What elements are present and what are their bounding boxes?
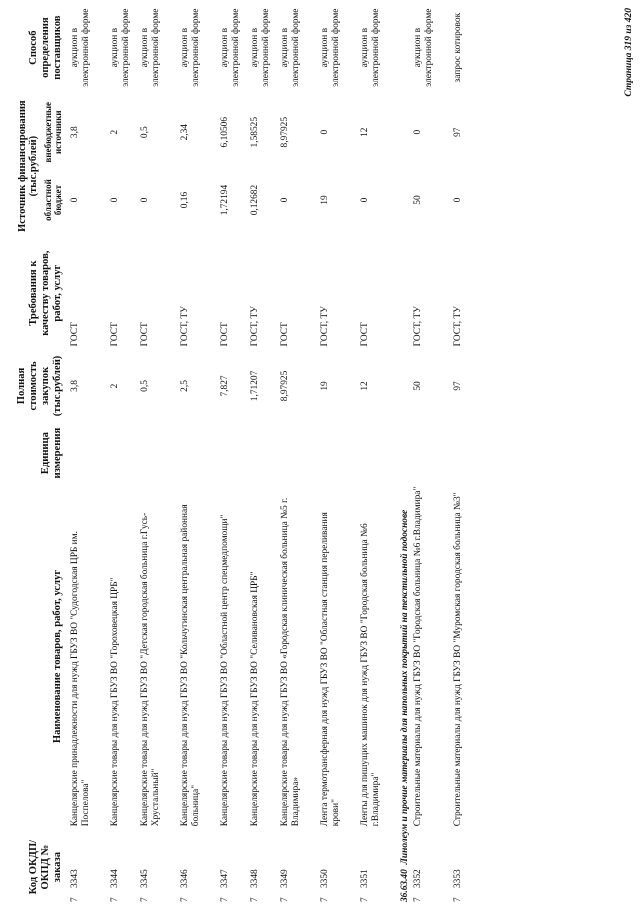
unit-cell xyxy=(69,423,109,484)
method-cell: аукцион в электронной форме xyxy=(413,8,434,87)
source-regional-value: 0 xyxy=(453,197,464,203)
source-regional-value: 0,16 xyxy=(180,191,191,209)
table-row xyxy=(452,0,492,905)
method-cell: аукцион в электронной форме xyxy=(110,8,131,87)
unit-cell xyxy=(319,423,359,484)
source-extra-value: 6,10506 xyxy=(220,116,231,148)
source-extra-value: 0,5 xyxy=(140,126,151,139)
unit-cell xyxy=(452,423,492,484)
group-code: 36.63.40 xyxy=(400,869,411,902)
okdp-code: 7 xyxy=(250,897,261,902)
item-name: Канцелярские товары для нужд ГБУЗ ВО "Детская городская больница г.Гусь-Хрустальный" xyxy=(140,512,161,827)
okdp-code: 7 xyxy=(180,897,191,902)
requirements-cell: ГОСТ, ТУ xyxy=(250,306,261,347)
table-row xyxy=(279,0,319,905)
requirements-cell: ГОСТ xyxy=(280,322,291,347)
order-code-cell xyxy=(219,829,249,905)
source-extra-value: 12 xyxy=(360,127,371,137)
table-row xyxy=(249,0,279,905)
order-code-cell xyxy=(109,829,139,905)
order-number: 3351 xyxy=(360,869,371,888)
item-name: Строительные материалы для нужд ГБУЗ ВО "Городская больница №6 г.Владимира" xyxy=(413,486,424,827)
header-name: Наименование товаров, работ, услуг xyxy=(51,569,63,744)
group-body xyxy=(399,0,412,905)
source-cell xyxy=(359,95,399,237)
okdp-code: 7 xyxy=(320,897,331,902)
requirements-cell: ГОСТ xyxy=(140,322,151,347)
cost-cell: 97 xyxy=(453,381,464,391)
order-code-cell xyxy=(249,829,279,905)
table-row xyxy=(69,0,109,905)
item-name: Канцелярские товары для нужд ГБУЗ ВО "Селивановская ЦРБ" xyxy=(250,571,261,827)
procurement-table xyxy=(15,0,492,905)
item-name: Лента термотрансферная для нужд ГБУЗ ВО "Областная станция переливания крови" xyxy=(320,512,341,827)
cost-cell: 12 xyxy=(360,381,371,391)
cost-cell: 2,5 xyxy=(180,380,191,392)
item-name: Строительные материалы для нужд ГБУЗ ВО "Муромская городская больница №3" xyxy=(453,492,464,827)
order-number: 3353 xyxy=(453,869,464,888)
okdp-code: 7 xyxy=(413,897,424,902)
table-row xyxy=(219,0,249,905)
source-regional-value: 0 xyxy=(110,197,121,203)
header-cost: Полная стоимость закупок (тыс.рублей) xyxy=(16,355,63,417)
order-code-cell xyxy=(319,829,359,905)
requirements-cell: ГОСТ, ТУ xyxy=(413,306,424,347)
source-regional-value: 50 xyxy=(413,195,424,205)
order-code-cell xyxy=(139,829,179,905)
order-number: 3352 xyxy=(413,869,424,888)
table-row xyxy=(179,0,219,905)
order-code-cell xyxy=(452,829,492,905)
header-source-title: Источник финансирования (тыс.рублей) xyxy=(16,100,40,232)
header-source xyxy=(15,95,69,237)
unit-cell xyxy=(412,423,452,484)
requirements-cell: ГОСТ, ТУ xyxy=(320,306,331,347)
method-cell: аукцион в электронной форме xyxy=(70,8,91,87)
source-extra-value: 1,58525 xyxy=(250,116,261,148)
header-requirements: Требования к качеству товаров, работ, услуг xyxy=(27,250,63,336)
item-name: Канцелярские товары для нужд ГБУЗ ВО "Гороховецкая ЦРБ" xyxy=(110,577,121,827)
order-number: 3345 xyxy=(140,869,151,888)
okdp-code: 7 xyxy=(360,897,371,902)
table-row xyxy=(319,0,359,905)
item-name: Ленты для пишущих машинок для нужд ГБУЗ ВО "Городская больница №6 г.Владимира" xyxy=(360,523,381,827)
source-cell xyxy=(109,95,139,237)
group-title: Линолеум и прочие материалы для напольных покрытий на текстильной подоснове xyxy=(400,509,411,865)
unit-cell xyxy=(109,423,139,484)
source-regional-value: 0 xyxy=(140,197,151,203)
order-code-cell xyxy=(179,829,219,905)
okdp-code: 7 xyxy=(140,897,151,902)
source-regional-value: 0,12682 xyxy=(250,184,261,216)
order-number: 3343 xyxy=(70,869,81,888)
header-code: Код ОКДП/ ОКПД № заказа xyxy=(27,839,63,895)
source-cell xyxy=(179,95,219,237)
cost-cell: 2 xyxy=(110,383,121,389)
unit-cell xyxy=(359,423,399,484)
header-method: Способ определения поставщиков xyxy=(27,15,63,80)
table-row xyxy=(412,0,452,905)
source-cell xyxy=(279,95,319,237)
order-code-cell xyxy=(69,829,109,905)
okdp-code: 7 xyxy=(220,897,231,902)
source-regional-value: 0 xyxy=(360,197,371,203)
cost-cell: 3,8 xyxy=(70,380,81,392)
order-code-cell xyxy=(359,829,399,905)
method-cell: аукцион в электронной форме xyxy=(360,8,381,87)
cost-cell: 7,827 xyxy=(220,375,231,397)
source-regional-value: 19 xyxy=(320,195,331,205)
header-source-extra: внебюджетные источники xyxy=(43,101,64,163)
header-source-regional: областной бюджет xyxy=(43,179,64,221)
header-row xyxy=(15,0,69,905)
okdp-code: 7 xyxy=(110,897,121,902)
table-row xyxy=(139,0,179,905)
unit-cell xyxy=(219,423,249,484)
method-cell: запрос котировок xyxy=(453,12,464,83)
order-code-cell xyxy=(279,829,319,905)
requirements-cell: ГОСТ, ТУ xyxy=(180,306,191,347)
order-number: 3348 xyxy=(250,869,261,888)
requirements-cell: ГОСТ xyxy=(360,322,371,347)
okdp-code: 7 xyxy=(280,897,291,902)
okdp-code: 7 xyxy=(70,897,81,902)
order-code-cell xyxy=(412,829,452,905)
method-cell: аукцион в электронной форме xyxy=(280,8,301,87)
requirements-cell: ГОСТ xyxy=(110,322,121,347)
cost-cell: 19 xyxy=(320,381,331,391)
source-extra-value: 0 xyxy=(413,129,424,135)
cost-cell: 8,97925 xyxy=(280,370,291,402)
source-extra-value: 8,97925 xyxy=(280,116,291,148)
source-extra-value: 2,34 xyxy=(180,124,191,141)
method-cell: аукцион в электронной форме xyxy=(140,8,161,87)
order-number: 3344 xyxy=(110,869,121,888)
source-regional-value: 1,72194 xyxy=(220,184,231,216)
unit-cell xyxy=(249,423,279,484)
cost-cell: 0,5 xyxy=(140,380,151,392)
okdp-code: 7 xyxy=(453,897,464,902)
source-extra-value: 97 xyxy=(453,127,464,137)
table-body-a xyxy=(69,0,399,905)
source-regional-value: 0 xyxy=(280,197,291,203)
source-cell xyxy=(69,95,109,237)
source-cell xyxy=(139,95,179,237)
unit-cell xyxy=(139,423,179,484)
method-cell: аукцион в электронной форме xyxy=(320,8,341,87)
item-name: Канцелярские товары для нужд ГБУЗ ВО "Областной центр спецмедпомощи" xyxy=(220,514,231,827)
page-counter: Страница 319 из 420 xyxy=(624,8,634,97)
source-extra-value: 0 xyxy=(320,129,331,135)
requirements-cell: ГОСТ, ТУ xyxy=(453,306,464,347)
source-extra-value: 2 xyxy=(110,129,121,135)
method-cell: аукцион в электронной форме xyxy=(250,8,271,87)
cost-cell: 1,71207 xyxy=(250,370,261,402)
table-row xyxy=(109,0,139,905)
header-unit: Единица измерения xyxy=(39,427,63,479)
table-row xyxy=(359,0,399,905)
order-number: 3347 xyxy=(220,869,231,888)
requirements-cell: ГОСТ xyxy=(70,322,81,347)
source-regional-value: 0 xyxy=(70,197,81,203)
order-number: 3350 xyxy=(320,869,331,888)
item-name: Канцелярские товары для нужд ГБУЗ ВО «Городская клиническая больница №5 г. Владимира» xyxy=(280,497,301,827)
source-cell xyxy=(319,95,359,237)
source-extra-value: 3,8 xyxy=(70,126,81,139)
group-heading xyxy=(399,0,412,905)
method-cell: аукцион в электронной форме xyxy=(180,8,201,87)
group-row xyxy=(399,0,412,905)
requirements-cell: ГОСТ xyxy=(220,322,231,347)
unit-cell xyxy=(179,423,219,484)
item-name: Канцелярские принадлежности для нужд ГБУЗ ВО "Судогодская ЦРБ им. Поспелова" xyxy=(70,531,91,827)
source-cell xyxy=(412,95,452,237)
table-body-b xyxy=(412,0,492,905)
source-cell xyxy=(219,95,249,237)
item-name: Канцелярские товары для нужд ГБУЗ ВО "Кольчугинская центральная районная больница" xyxy=(180,504,201,827)
source-cell xyxy=(452,95,492,237)
order-number: 3346 xyxy=(180,869,191,888)
method-cell: аукцион в электронной форме xyxy=(220,8,241,87)
order-number: 3349 xyxy=(280,869,291,888)
unit-cell xyxy=(279,423,319,484)
cost-cell: 50 xyxy=(413,381,424,391)
source-cell xyxy=(249,95,279,237)
